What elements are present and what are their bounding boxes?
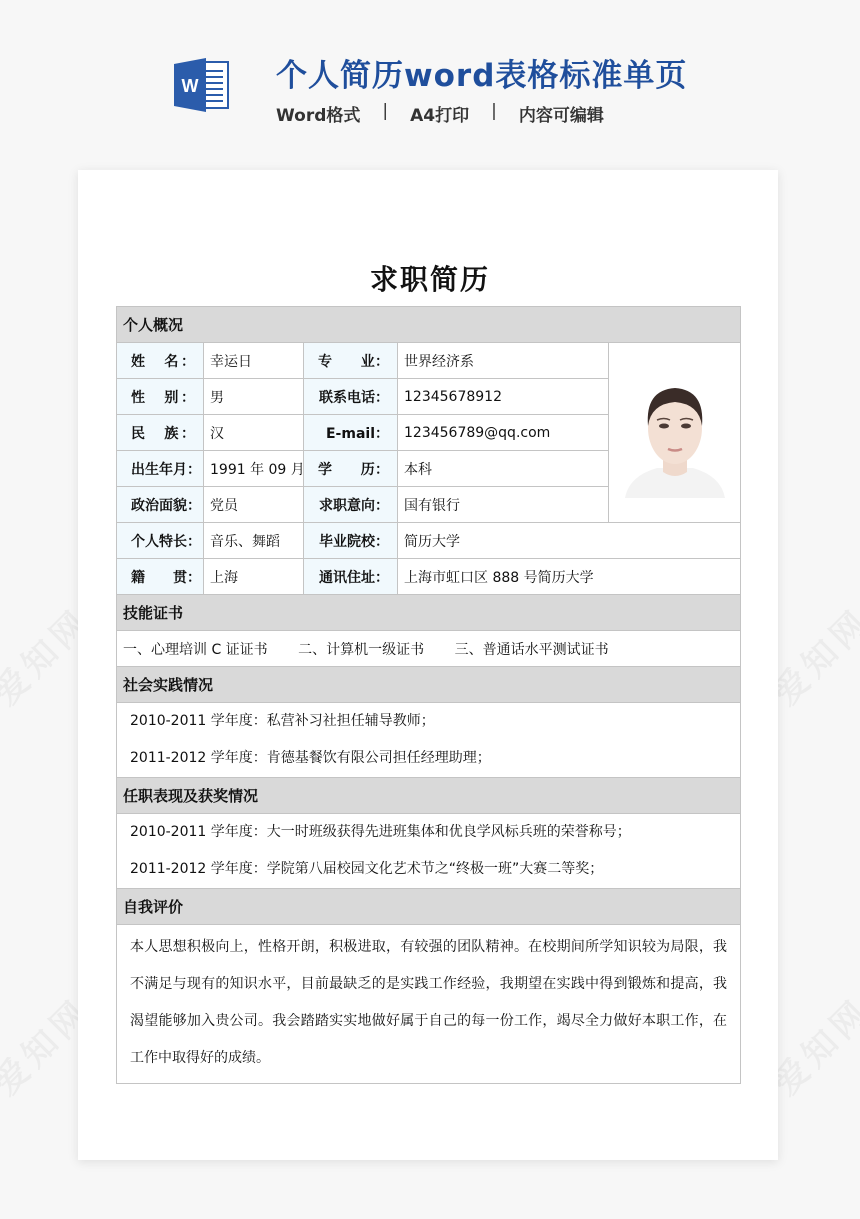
- label-birth: 出生年月：: [117, 451, 204, 487]
- label-job-intention: 求职意向：: [304, 487, 398, 523]
- label-hometown: 籍 贯：: [117, 559, 204, 595]
- value-specialty[interactable]: 音乐、舞蹈: [204, 523, 304, 559]
- document-title: 求职简历: [369, 263, 490, 296]
- label-ethnicity: 民 族：: [117, 415, 204, 451]
- practice-item: 2010-2011 学年度：私营补习社担任辅导教师；: [130, 713, 435, 729]
- self-eval-cell[interactable]: [117, 925, 741, 1084]
- label-major: 专 业：: [304, 343, 398, 379]
- header-banner: [0, 0, 860, 160]
- portrait-photo: [617, 368, 733, 498]
- section-heading-self-eval: 自我评价: [117, 889, 741, 925]
- practice-list[interactable]: [117, 703, 741, 778]
- award-item: 2010-2011 学年度：大一时班级获得先进班集体和优良学风标兵班的荣誉称号；: [130, 824, 631, 840]
- value-ethnicity[interactable]: 汉: [204, 415, 304, 451]
- section-heading-awards: 任职表现及获奖情况: [117, 778, 741, 814]
- section-heading-practice: 社会实践情况: [117, 667, 741, 703]
- label-name: 姓 名：: [117, 343, 204, 379]
- label-gender: 性 别：: [117, 379, 204, 415]
- cert-item: 一、心理培训 C 证证书: [123, 641, 268, 658]
- skills-list[interactable]: [117, 631, 741, 667]
- resume-table: [116, 306, 741, 1084]
- award-item: 2011-2012 学年度：学院第八届校园文化艺术节之“终极一班”大赛二等奖；: [130, 861, 604, 877]
- value-email[interactable]: 123456789@qq.com: [398, 415, 609, 451]
- separator: |: [491, 101, 497, 121]
- label-address: 通讯住址：: [304, 559, 398, 595]
- banner-features: [276, 101, 604, 126]
- label-phone: 联系电话：: [304, 379, 398, 415]
- svg-text:W: W: [181, 76, 199, 96]
- separator: |: [382, 101, 389, 121]
- photo-cell[interactable]: [609, 343, 741, 523]
- section-heading-profile: 个人概况: [117, 307, 741, 343]
- practice-item: 2011-2012 学年度：肯德基餐饮有限公司担任经理助理；: [130, 750, 491, 766]
- value-gender[interactable]: 男: [204, 379, 304, 415]
- label-email: E-mail：: [304, 415, 398, 451]
- feature-print: A4打印: [410, 106, 470, 126]
- label-specialty: 个人特长：: [117, 523, 204, 559]
- banner-title: 个人简历word表格标准单页: [276, 58, 688, 94]
- word-doc-icon: [174, 58, 230, 112]
- value-major[interactable]: 世界经济系: [398, 343, 609, 379]
- self-eval-text: 本人思想积极向上，性格开朗，积极进取，有较强的团队精神。在校期间所学知识较为局限，我不满足与现有的知识水平，目前最缺乏的是实践工作经验，我期望在实践中得到锻炼和提高，我渴望能够加入贵公司。我会踏踏实实地做好属于自己的每一份工作，竭尽全力做好本职工作，在工作中取得好的成绩。: [130, 939, 728, 1066]
- feature-format: Word格式: [276, 106, 361, 126]
- label-education: 学 历：: [304, 451, 398, 487]
- value-school[interactable]: 简历大学: [398, 523, 741, 559]
- section-heading-skills: 技能证书: [117, 595, 741, 631]
- value-address[interactable]: 上海市虹口区 888 号简历大学: [398, 559, 741, 595]
- value-job-intention[interactable]: 国有银行: [398, 487, 609, 523]
- awards-list[interactable]: [117, 814, 741, 889]
- feature-editable: 内容可编辑: [518, 106, 604, 126]
- label-school: 毕业院校：: [304, 523, 398, 559]
- value-hometown[interactable]: 上海: [204, 559, 304, 595]
- label-political: 政治面貌：: [117, 487, 204, 523]
- value-birth[interactable]: 1991 年 09 月: [204, 451, 304, 487]
- value-education[interactable]: 本科: [398, 451, 609, 487]
- cert-item: 三、普通话水平测试证书: [454, 641, 609, 658]
- value-phone[interactable]: 12345678912: [398, 379, 609, 415]
- cert-item: 二、计算机一级证书: [298, 641, 425, 658]
- value-name[interactable]: 幸运日: [204, 343, 304, 379]
- value-political[interactable]: 党员: [204, 487, 304, 523]
